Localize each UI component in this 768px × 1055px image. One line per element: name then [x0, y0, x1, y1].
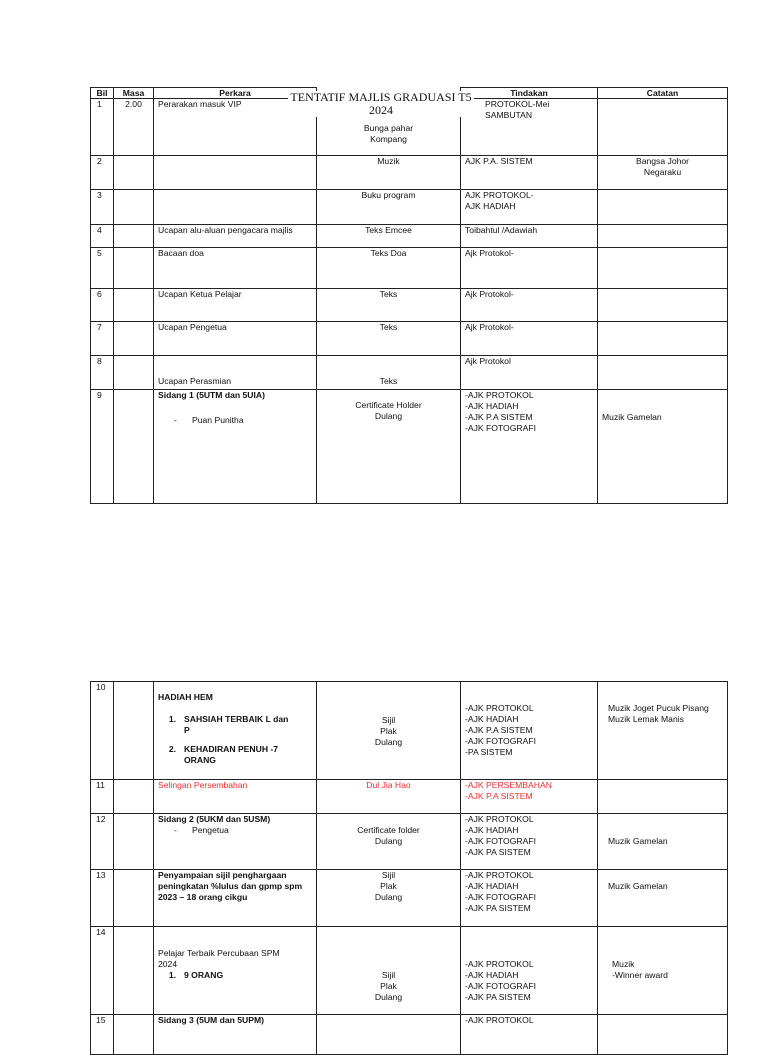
cell-perkara: Sidang 3 (5UM dan 5UPM): [154, 1015, 317, 1055]
item-line: Dulang: [374, 992, 403, 1002]
list-text: 9 ORANG: [184, 970, 224, 980]
cell-catatan: [598, 780, 728, 814]
cell-catatan: [598, 927, 728, 1015]
list-number: 1.: [168, 970, 176, 980]
cell-bil: 4: [91, 225, 114, 248]
cell-tindakan: [461, 814, 598, 870]
cell-item: [317, 1015, 461, 1055]
cell-bil: 14: [91, 927, 114, 1015]
cell-catatan: [598, 390, 728, 504]
cell-item: [317, 390, 461, 504]
cell-masa: [114, 390, 154, 504]
cell-perkara: Selingan Persembahan: [154, 780, 317, 814]
cell-tindakan: [461, 927, 598, 1015]
cell-catatan: [598, 289, 728, 322]
table-row: [91, 248, 728, 289]
item-line: Plak: [380, 981, 397, 991]
perkara-text: HADIAH HEM: [158, 692, 213, 702]
tindakan-line: -AJK PROTOKOL: [465, 870, 534, 880]
tindakan-line: Ajk Protokol: [465, 356, 511, 366]
cell-item: [317, 780, 461, 814]
item-line: Plak: [380, 726, 397, 736]
item-line: Sijil: [381, 870, 396, 880]
cell-bil: 10: [91, 682, 114, 780]
tindakan-line: -AJK HADIAH: [465, 401, 519, 411]
tindakan-line: -AJK PROTOKOL: [465, 959, 534, 969]
cell-bil: 15: [91, 1015, 114, 1055]
list-number: 2.: [168, 744, 176, 754]
cell-catatan: [598, 156, 728, 190]
cell-perkara: Penyampaian sijil penghargaan peningkatan %lulus dan gpmp spm 2023 – 18 orang cikgu: [154, 870, 317, 927]
cell-bil: 6: [91, 289, 114, 322]
header-bil: Bil: [91, 88, 114, 99]
list-text: SAHSIAH TERBAIK L dan P: [184, 714, 289, 735]
tindakan-line: -AJK PROTOKOL: [465, 703, 534, 713]
tindakan-line: -AJK PA SISTEM: [465, 992, 531, 1002]
tindakan-line: Toibahtul /Adawiah: [465, 225, 538, 235]
cell-perkara: [154, 927, 317, 1015]
cell-catatan: [598, 1015, 728, 1055]
document-title: TENTATIF MAJLIS GRADUASI T5 2024: [288, 91, 474, 117]
cell-masa: [114, 814, 154, 870]
item-line: Dul Jia Hao: [366, 780, 411, 790]
cell-item: Teks: [317, 289, 461, 322]
sub-item-text: Pengetua: [192, 825, 229, 835]
header-tindakan: Tindakan: [461, 88, 598, 99]
cell-bil: 1: [91, 99, 114, 156]
schedule-table-2: [90, 681, 728, 1055]
cell-perkara: [154, 356, 317, 390]
cell-masa: [114, 927, 154, 1015]
cell-catatan: [598, 322, 728, 356]
cell-tindakan: [461, 870, 598, 927]
tindakan-line: -PA SISTEM: [465, 747, 513, 757]
tindakan-line: -AJK HADIAH: [465, 881, 519, 891]
cell-item: Buku program: [317, 190, 461, 225]
cell-tindakan: [461, 390, 598, 504]
perkara-text: Sidang 2 (5UKM dan 5USM): [158, 814, 271, 824]
cell-tindakan: [461, 190, 598, 225]
tindakan-line: -AJK PROTOKOL: [465, 1015, 534, 1025]
tindakan-line: -AJK HADIAH: [465, 970, 519, 980]
tindakan-line: -AJK P.A SISTEM: [465, 791, 533, 801]
catatan-line: Muzik Gamelan: [608, 836, 668, 846]
cell-tindakan: [461, 356, 598, 390]
tindakan-line: -AJK PROTOKOL: [465, 814, 534, 824]
catatan-text: Muzik Gamelan: [602, 412, 662, 422]
list-item: [158, 714, 312, 736]
cell-catatan: [598, 99, 728, 156]
tindakan-line: -AJK PERSEMBAHAN: [465, 780, 552, 790]
sub-item: [158, 825, 312, 836]
perkara-text: Ucapan Perasmian: [158, 376, 232, 386]
cell-tindakan: [461, 289, 598, 322]
cell-catatan: [598, 814, 728, 870]
cell-bil: 3: [91, 190, 114, 225]
cell-perkara: Ucapan alu-aluan pengacara majlis: [154, 225, 317, 248]
list-text: KEHADIRAN PENUH -7 ORANG: [184, 744, 279, 765]
dash-bullet: -: [174, 825, 177, 835]
item-text: Certificate Holder Dulang: [355, 400, 422, 421]
cell-tindakan: [461, 322, 598, 356]
cell-masa: [114, 248, 154, 289]
cell-masa: [114, 356, 154, 390]
item-line: Certificate folder: [357, 825, 420, 835]
header-catatan: Catatan: [598, 88, 728, 99]
cell-catatan: [598, 682, 728, 780]
perkara-list: [158, 970, 312, 981]
cell-item: [317, 682, 461, 780]
tindakan-line: Ajk Protokol-: [465, 248, 514, 258]
cell-bil: 2: [91, 156, 114, 190]
table-row: [91, 356, 728, 390]
cell-bil: 8: [91, 356, 114, 390]
table-row: [91, 780, 728, 814]
sub-item-text: Puan Punitha: [192, 415, 244, 425]
table-row: [91, 1015, 728, 1055]
tindakan-line: -AJK PA SISTEM: [465, 903, 531, 913]
catatan-line: Muzik Lemak Manis: [608, 714, 684, 724]
tindakan-line: PROTOKOL-Mei: [485, 99, 550, 109]
cell-perkara: [154, 390, 317, 504]
item-text: Teks: [379, 376, 398, 386]
tindakan-line: -AJK HADIAH: [465, 825, 519, 835]
table-row: [91, 870, 728, 927]
cell-perkara: Bacaan doa: [154, 248, 317, 289]
cell-masa: [114, 682, 154, 780]
perkara-text: Sidang 1 (5UTM dan 5UIA): [158, 390, 265, 400]
header-perkara: Perkara: [154, 88, 317, 99]
tindakan-line: -AJK FOTOGRAFI: [465, 736, 536, 746]
catatan-text: Bangsa Johor Negaraku: [635, 156, 690, 177]
cell-catatan: [598, 225, 728, 248]
cell-item: [317, 814, 461, 870]
item-line: Dulang: [374, 892, 403, 902]
table-row: [91, 682, 728, 780]
cell-item: Teks Doa: [317, 248, 461, 289]
catatan-line: Muzik: [612, 959, 635, 969]
tindakan-line: SAMBUTAN: [485, 110, 533, 120]
cell-item: Teks Emcee: [317, 225, 461, 248]
list-item: [158, 970, 312, 981]
cell-item: [317, 870, 461, 927]
cell-bil: 7: [91, 322, 114, 356]
tindakan-line: -AJK FOTOGRAFI: [465, 423, 536, 433]
cell-perkara: Ucapan Pengetua: [154, 322, 317, 356]
item-line: Dulang: [374, 737, 403, 747]
tindakan-line: -AJK P.A SISTEM: [465, 412, 533, 422]
table-row: [91, 190, 728, 225]
cell-catatan: [598, 870, 728, 927]
cell-catatan: [598, 356, 728, 390]
cell-masa: 2.00: [114, 99, 154, 156]
cell-tindakan: [461, 248, 598, 289]
catatan-line: Muzik Gamelan: [608, 881, 668, 891]
table-row: [91, 156, 728, 190]
cell-perkara: [154, 682, 317, 780]
cell-catatan: [598, 248, 728, 289]
catatan-line: Muzik Joget Pucuk Pisang: [608, 703, 709, 713]
cell-bil: 11: [91, 780, 114, 814]
table-row: [91, 390, 728, 504]
cell-perkara: Perarakan masuk VIP: [154, 99, 317, 156]
item-line: Sijil: [381, 970, 396, 980]
item-line: Sijil: [381, 715, 396, 725]
sub-item: [158, 415, 312, 426]
cell-bil: 5: [91, 248, 114, 289]
cell-bil: 13: [91, 870, 114, 927]
cell-tindakan: [461, 225, 598, 248]
perkara-text: Pelajar Terbaik Percubaan SPM 2024: [158, 948, 280, 969]
tindakan-line: -AJK FOTOGRAFI: [465, 892, 536, 902]
tindakan-line: -AJK HADIAH: [465, 714, 519, 724]
cell-item: [317, 356, 461, 390]
cell-perkara: [154, 814, 317, 870]
list-item: [158, 744, 312, 766]
tindakan-line: AJK PROTOKOL-: [465, 190, 534, 200]
table-row: [91, 814, 728, 870]
schedule-table-1: [90, 87, 728, 504]
perkara-list: [158, 714, 312, 766]
cell-item: [317, 927, 461, 1015]
list-number: 1.: [168, 714, 176, 724]
cell-masa: [114, 190, 154, 225]
cell-masa: [114, 156, 154, 190]
catatan-line: -Winner award: [612, 970, 668, 980]
tindakan-line: -AJK PA SISTEM: [465, 847, 531, 857]
cell-perkara: [154, 190, 317, 225]
item-text: Bunga pahar Kompang: [363, 123, 414, 144]
cell-masa: [114, 780, 154, 814]
table-row: [91, 225, 728, 248]
item-line: Plak: [380, 881, 397, 891]
dash-bullet: -: [174, 415, 177, 425]
cell-masa: [114, 322, 154, 356]
tindakan-line: Ajk Protokol-: [465, 289, 514, 299]
cell-catatan: [598, 190, 728, 225]
cell-tindakan: [461, 1015, 598, 1055]
header-masa: Masa: [114, 88, 154, 99]
table-row: [91, 927, 728, 1015]
cell-bil: 12: [91, 814, 114, 870]
tindakan-line: AJK HADIAH: [465, 201, 516, 211]
item-line: Dulang: [374, 836, 403, 846]
cell-masa: [114, 289, 154, 322]
cell-tindakan: [461, 780, 598, 814]
cell-item: Muzik: [317, 156, 461, 190]
tindakan-line: -AJK P.A SISTEM: [465, 725, 533, 735]
cell-tindakan: [461, 682, 598, 780]
cell-masa: [114, 225, 154, 248]
cell-item: Teks: [317, 322, 461, 356]
cell-perkara: Ucapan Ketua Pelajar: [154, 289, 317, 322]
table-row: [91, 322, 728, 356]
cell-masa: [114, 1015, 154, 1055]
table-row: [91, 289, 728, 322]
tindakan-line: AJK P.A. SISTEM: [465, 156, 533, 166]
cell-tindakan: [461, 99, 598, 156]
cell-bil: 9: [91, 390, 114, 504]
tindakan-line: Ajk Protokol-: [465, 322, 514, 332]
cell-tindakan: [461, 156, 598, 190]
cell-perkara: [154, 156, 317, 190]
tindakan-line: -AJK PROTOKOL: [465, 390, 534, 400]
tindakan-line: -AJK FOTOGRAFI: [465, 981, 536, 991]
cell-masa: [114, 870, 154, 927]
tindakan-line: -AJK FOTOGRAFI: [465, 836, 536, 846]
